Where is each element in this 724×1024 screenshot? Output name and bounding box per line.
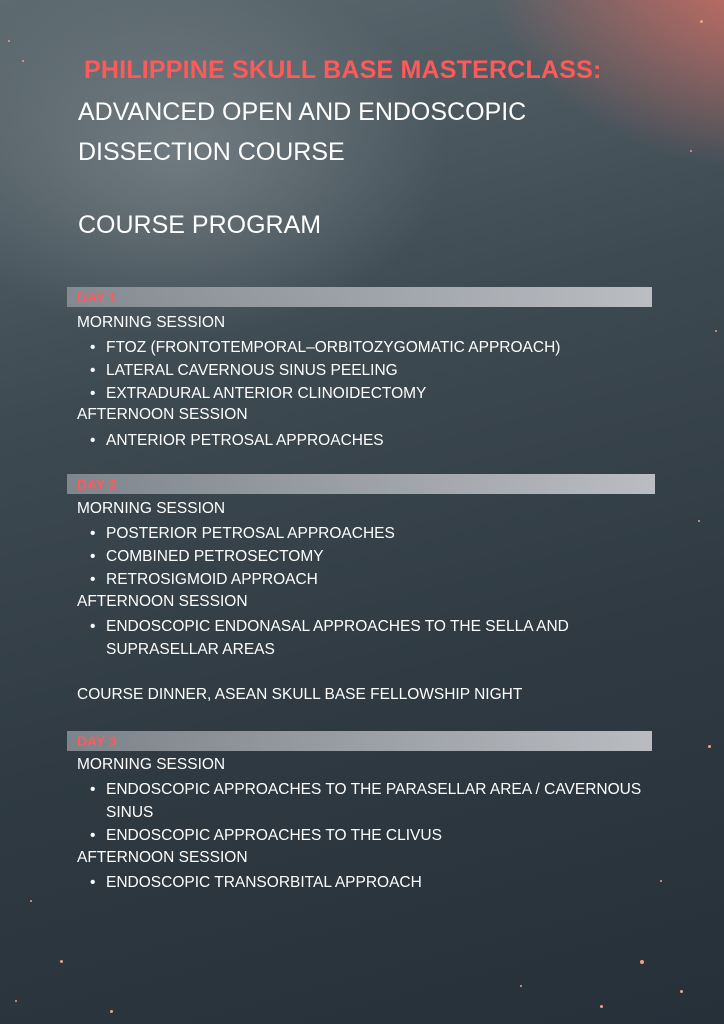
day-1-bar [67, 287, 652, 307]
day-3-bar [67, 731, 652, 751]
list-item: • ENDOSCOPIC TRANSORBITAL APPROACH [90, 871, 650, 894]
day-1-afternoon-label: AFTERNOON SESSION [77, 406, 248, 423]
bullet-icon: • [90, 571, 96, 588]
bullet-icon: • [90, 362, 96, 379]
bullet-icon: • [90, 548, 96, 565]
day-3-label: DAY 3 [77, 733, 117, 749]
course-subtitle-line-1: ADVANCED OPEN AND ENDOSCOPIC [78, 98, 527, 126]
course-subtitle-line-2: DISSECTION COURSE [78, 138, 345, 166]
list-item: • ANTERIOR PETROSAL APPROACHES [90, 429, 650, 452]
list-item: • ENDOSCOPIC ENDONASAL APPROACHES TO THE SELLA AND SUPRASELLAR AREAS [90, 615, 580, 661]
bullet-icon: • [90, 781, 96, 798]
list-item: • FTOZ (FRONTOTEMPORAL–ORBITOZYGOMATIC APPROACH) [90, 336, 650, 359]
day-2-label: DAY 2 [77, 476, 117, 492]
bullet-icon: • [90, 525, 96, 542]
list-item: • RETROSIGMOID APPROACH [90, 568, 650, 591]
list-item: • POSTERIOR PETROSAL APPROACHES [90, 522, 650, 545]
list-item: • LATERAL CAVERNOUS SINUS PEELING [90, 359, 650, 382]
bullet-icon: • [90, 385, 96, 402]
day-1-label: DAY 1 [77, 289, 117, 305]
list-item: • ENDOSCOPIC APPROACHES TO THE CLIVUS [90, 824, 650, 847]
day-1-morning-label: MORNING SESSION [77, 314, 226, 331]
bullet-icon: • [90, 874, 96, 891]
course-title: PHILIPPINE SKULL BASE MASTERCLASS: [84, 56, 602, 84]
bullet-icon: • [90, 827, 96, 844]
course-subtitle [78, 92, 526, 172]
day-3-afternoon-label: AFTERNOON SESSION [77, 849, 248, 866]
bullet-icon: • [90, 432, 96, 449]
day-2-bar [67, 474, 655, 494]
program-heading: COURSE PROGRAM [78, 211, 322, 239]
list-item: • EXTRADURAL ANTERIOR CLINOIDECTOMY [90, 382, 650, 405]
day-3-morning-label: MORNING SESSION [77, 756, 226, 773]
day-2-morning-label: MORNING SESSION [77, 500, 226, 517]
bullet-icon: • [90, 618, 96, 635]
course-dinner-note: COURSE DINNER, ASEAN SKULL BASE FELLOWSHIP NIGHT [77, 686, 523, 703]
day-2-afternoon-label: AFTERNOON SESSION [77, 593, 248, 610]
list-item: • ENDOSCOPIC APPROACHES TO THE PARASELLAR AREA / CAVERNOUS SINUS [90, 778, 650, 824]
bullet-icon: • [90, 339, 96, 356]
list-item: • COMBINED PETROSECTOMY [90, 545, 650, 568]
